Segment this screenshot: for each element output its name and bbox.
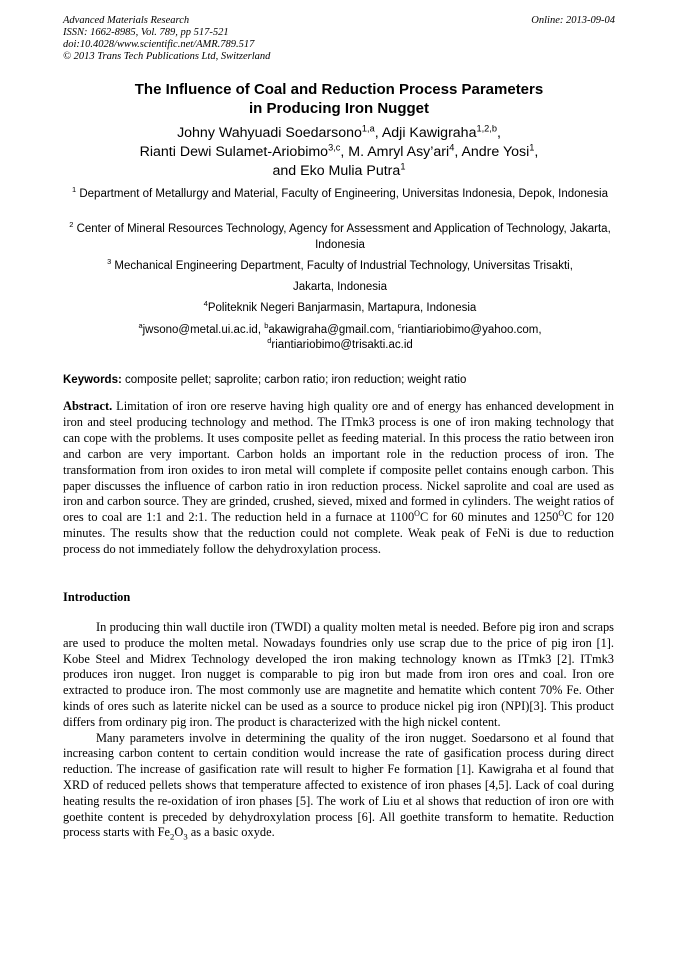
affiliation-3-city: Jakarta, Indonesia [293, 281, 387, 293]
email-marker: a [138, 321, 143, 331]
author-separator: , [454, 144, 462, 160]
email-d: riantiariobimo@trisakti.ac.id [271, 339, 413, 351]
affiliation-number: 2 [69, 220, 74, 230]
author-sup: 3,c [328, 142, 341, 153]
abstract-text: C for 60 minutes and 1250 [419, 510, 559, 525]
abstract [63, 399, 614, 558]
paragraph [63, 731, 614, 842]
email-b: akawigraha@gmail.com, [268, 324, 398, 336]
degree-sup: O [558, 509, 565, 519]
author-name: Adji Kawigraha [381, 125, 477, 141]
subscript: 3 [183, 831, 188, 842]
author-name: Johny Wahyuadi Soedarsono [177, 125, 362, 141]
paragraph-text: as a basic oxyde. [187, 825, 275, 840]
abstract-text: Limitation of iron ore reserve having high quality ore and of energy has enhanced development in iron and steel producing technology and method. The ITmk3 process is one of iron making technology that can cope with the problems. It uses composite pellet as feeding material. In this process the ratio between iron and carbon are very important. Carbon holds an important role in the reduction process of iron. The transformation from iron oxides to iron metal will complete if composite pellet contains enough carbon. This paper discusses the influence of carbon ratio in iron reduction process. Nickel saprolite and coal are used as iron and carbon source. They are grinded, crushed, sieved, mixed and formed in cylinders. The weight ratios of ores to coal are 1:1 and 2:1. The reduction held in a furnace at 1100 [63, 399, 614, 525]
paragraph-text: Many parameters involve in determining the quality of the iron nugget. Soedarsono et al found that increasing carbon content to certain condition would increase the rate of gasification process during direct reduction. The increase of gasification rate will result to higher Fe formation [1]. Kawigraha et al found that XRD of reduced pellets shows that temperature affected to existence of iron phases [4,5]. Lack of coal during heating results the re-oxidation of iron phases [5]. The work of Liu et al shows that reduction of iron ore with goethite content is preceded by dehydroxylation process [6]. All goethite transform to hematite. Reduction process starts with Fe [63, 730, 614, 840]
section-heading: Introduction [63, 590, 131, 604]
author-name: M. Amryl Asy’ari [348, 144, 450, 160]
keywords [63, 374, 623, 386]
keywords-label: Keywords: [63, 374, 122, 386]
author-conjunction: and [272, 163, 301, 179]
author-separator: , [374, 125, 382, 141]
affiliation-text: Mechanical Engineering Department, Faculty of Industrial Technology, Universitas Trisakti, [114, 260, 573, 272]
affiliation-3 [62, 258, 618, 274]
issn: ISSN: 1662-8985, Vol. 789, pp 517-521 [63, 27, 229, 38]
doi: doi:10.4028/www.scientific.net/AMR.789.517 [63, 39, 255, 50]
introduction-body [63, 620, 614, 841]
email-a: jwsono@metal.ui.ac.id, [142, 324, 265, 336]
abstract-text: C for 120 minutes. The results show that the reduction could not complete. Weak peak of FeNi is due to reduction process do not immediately follow the dehydroxylation process. [63, 510, 614, 557]
author-name: Eko Mulia Putra [300, 163, 401, 179]
keywords-text: composite pellet; saprolite; carbon ratio; iron reduction; weight ratio [121, 374, 467, 386]
abstract-label: Abstract. [63, 399, 113, 413]
author-sup: 4 [449, 142, 455, 153]
online-date: Online: 2013-09-04 [531, 15, 615, 26]
title-line-1: The Influence of Coal and Reduction Process Parameters [134, 81, 544, 98]
title-line-2: in Producing Iron Nugget [249, 100, 429, 117]
affiliation-text: Center of Mineral Resources Technology, Agency for Assessment and Application of Technology, Jakarta, Indonesia [76, 223, 611, 251]
affiliation-text: Department of Metallurgy and Material, Faculty of Engineering, Universitas Indonesia, Depok, Indonesia [79, 188, 608, 200]
affiliation-number: 1 [72, 185, 77, 195]
author-separator: , [340, 144, 349, 160]
author-separator: , [496, 125, 501, 141]
author-separator: , [534, 144, 539, 160]
affiliation-2 [62, 221, 618, 253]
degree-sup: O [414, 509, 420, 519]
author-name: Rianti Dewi Sulamet-Ariobimo [139, 144, 329, 160]
author-sup: 1,a [361, 123, 375, 134]
copyright: © 2013 Trans Tech Publications Ltd, Switzerland [63, 51, 271, 62]
email-marker: d [267, 336, 272, 346]
author-line-1 [0, 124, 678, 143]
author-name: Andre Yosi [461, 144, 530, 160]
paper-title [0, 80, 678, 118]
affiliation-number: 3 [107, 257, 112, 267]
author-list [0, 124, 678, 181]
paragraph-text: O [174, 825, 184, 840]
email-marker: b [264, 321, 269, 331]
email-c: riantiariobimo@yahoo.com, [401, 324, 542, 336]
email-line-1 [62, 322, 618, 338]
author-sup: 1,2,b [476, 123, 497, 134]
journal-name: Advanced Materials Research [63, 15, 190, 26]
author-line-3 [0, 162, 678, 181]
email-marker: c [397, 321, 402, 331]
affiliation-number: 4 [203, 299, 208, 309]
author-sup: 1 [400, 161, 406, 172]
page-header [63, 15, 615, 63]
author-line-2 [0, 143, 678, 162]
paragraph: In producing thin wall ductile iron (TWDI) a quality molten metal is needed. Before pig iron and scraps are used to produce the molten metal. Nowadays foundries only use scrap due to the price of pig iron [1]. Kobe Steel and Midrex Technology developed the iron making technology known as ITmk3 [2]. ITmk3 produces iron nugget. Iron nugget is comparable to pig iron but made from iron ores and coal. Iron ore extracted to produce iron. The most commonly use are magnetite and hematite which content 70% Fe. Other kinds of ores such as laterite nickel can be used as a source to produce nickel pig iron (NPI)[3]. This product differs from ordinary pig iron. The product is characterized with the high nickel content. [63, 620, 614, 729]
affiliation-text: Politeknik Negeri Banjarmasin, Martapura, Indonesia [207, 302, 477, 314]
affiliation-1 [62, 186, 618, 202]
affiliation-4 [62, 300, 618, 316]
email-line-2 [62, 337, 618, 353]
author-sup: 1 [529, 142, 535, 153]
subscript: 2 [170, 831, 175, 842]
